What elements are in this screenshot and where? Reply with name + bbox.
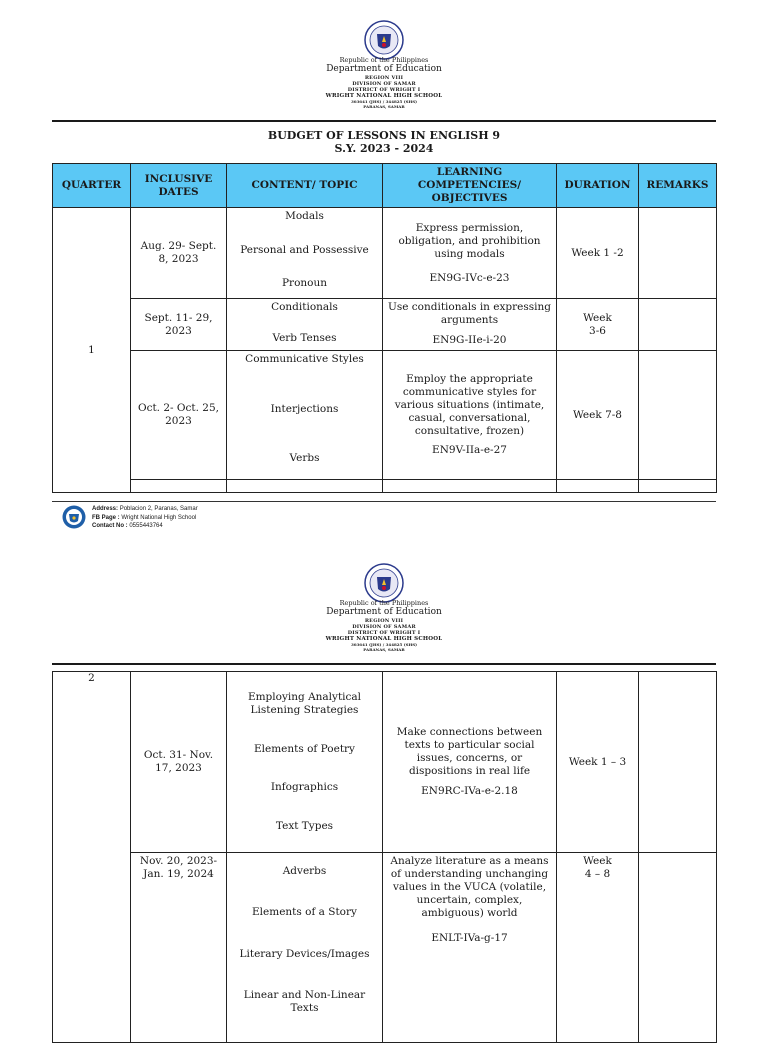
remarks-cell	[639, 299, 717, 351]
empty-cell	[639, 480, 717, 493]
topic-cell	[227, 853, 383, 1043]
quarter-cell: 2	[53, 672, 131, 1043]
lesson-budget-table-q2	[52, 671, 717, 1043]
topic-item: Elements of Poetry	[253, 742, 355, 755]
department-text: Department of Education	[326, 63, 442, 74]
header-competencies: LEARNING COMPETENCIES/ OBJECTIVES	[383, 164, 557, 208]
letterhead	[0, 600, 768, 652]
address-value: Poblacion 2, Paranas, Samar	[119, 506, 198, 512]
topic-item: Adverbs	[282, 865, 327, 877]
objective-cell	[383, 299, 557, 351]
objective-text: Express permission, obligation, and prohibition using modals	[398, 221, 541, 260]
contact-label: Contact No :	[92, 523, 128, 529]
table-row	[53, 208, 717, 299]
header-quarter: QUARTER	[53, 164, 131, 208]
table-row-empty	[53, 480, 717, 493]
topic-item: Literary Devices/Images	[239, 947, 370, 960]
topic-item: Verb Tenses	[272, 332, 337, 344]
topic-item: Employing Analytical Listening Strategies	[247, 691, 362, 716]
topic-item: Pronoun	[281, 277, 327, 289]
deped-seal-icon	[364, 20, 404, 60]
objective-cell	[383, 208, 557, 299]
topic-item: Personal and Possessive	[240, 243, 369, 256]
school-year: S.Y. 2023 - 2024	[334, 142, 434, 155]
lesson-budget-table-q1	[52, 163, 717, 493]
competency-code: EN9RC-IVa-e-2.18	[421, 785, 518, 797]
dates-cell: Sept. 11- 29, 2023	[131, 299, 227, 351]
division-text: DIVISION OF SAMAR	[352, 623, 416, 630]
duration-text: Week 3-6	[583, 311, 612, 337]
topic-item: Communicative Styles	[245, 353, 364, 365]
topic-item: Modals	[285, 210, 324, 222]
school-name: WRIGHT NATIONAL HIGH SCHOOL	[325, 635, 443, 642]
table-row	[53, 672, 717, 853]
objective-text: Make connections between texts to particular social issues, concerns, or dispositions in real life	[396, 726, 543, 777]
footer-contact	[92, 505, 198, 531]
objective-cell	[383, 853, 557, 1043]
competency-code: EN9V-IIa-e-27	[432, 444, 507, 456]
region-text: REGION VIII	[364, 74, 404, 81]
objective-text: Employ the appropriate communicative styles for various situations (intimate, casual, conversational, consultative, frozen)	[394, 373, 545, 437]
duration-cell: Week 7-8	[557, 351, 639, 480]
fb-value[interactable]: Wright National High School	[121, 514, 197, 521]
competency-code: EN9G-IIe-i-20	[432, 334, 507, 346]
school-ids: 303641 (JHS) / 344825 (SHS)	[350, 99, 418, 104]
division-text: DIVISION OF SAMAR	[352, 80, 416, 87]
duration-cell: Week 1 – 3	[557, 672, 639, 853]
dates-cell: Aug. 29- Sept. 8, 2023	[131, 208, 227, 299]
topic-item: Conditionals	[271, 301, 338, 313]
dates-cell: Nov. 20, 2023- Jan. 19, 2024	[131, 853, 227, 1043]
topic-cell	[227, 299, 383, 351]
empty-cell	[227, 480, 383, 493]
town-text: PARANAS, SAMAR	[363, 104, 405, 109]
objective-cell	[383, 672, 557, 853]
topic-cell	[227, 672, 383, 853]
header-duration: DURATION	[557, 164, 639, 208]
header-rule	[52, 120, 716, 122]
duration-cell: Week 1 -2	[557, 208, 639, 299]
duration-text: Week	[583, 855, 612, 867]
topic-item: Interjections	[270, 402, 339, 415]
header-dates: INCLUSIVE DATES	[131, 164, 227, 208]
remarks-cell	[639, 853, 717, 1043]
school-name: WRIGHT NATIONAL HIGH SCHOOL	[325, 92, 443, 99]
duration-cell	[557, 853, 639, 1043]
footer-rule	[52, 501, 716, 502]
remarks-cell	[639, 208, 717, 299]
district-text: DISTRICT OF WRIGHT I	[347, 629, 421, 636]
empty-cell	[383, 480, 557, 493]
objective-text: Use conditionals in expressing arguments	[387, 301, 551, 326]
header-topic: CONTENT/ TOPIC	[227, 164, 383, 208]
region-text: REGION VIII	[364, 617, 404, 624]
objective-cell	[383, 351, 557, 480]
competency-code: EN9G-IVc-e-23	[429, 271, 510, 284]
competency-code: ENLT-IVa-g-17	[431, 932, 508, 944]
table-row	[53, 853, 717, 1043]
dates-cell: Oct. 31- Nov. 17, 2023	[131, 672, 227, 853]
letterhead	[0, 57, 768, 109]
district-text: DISTRICT OF WRIGHT I	[347, 86, 421, 93]
topic-cell	[227, 351, 383, 480]
deped-seal-icon	[364, 563, 404, 603]
republic-text: Republic of the Philippines	[339, 56, 429, 64]
remarks-cell	[639, 672, 717, 853]
duration-cell	[557, 299, 639, 351]
department-text: Department of Education	[326, 606, 442, 617]
address-label: Address:	[92, 506, 119, 512]
republic-text: Republic of the Philippines	[339, 599, 429, 607]
town-text: PARANAS, SAMAR	[363, 647, 405, 652]
topic-item: Infographics	[270, 781, 339, 794]
empty-cell	[557, 480, 639, 493]
quarter-cell: 1	[53, 208, 131, 493]
remarks-cell	[639, 351, 717, 480]
topic-item: Verbs	[289, 452, 320, 464]
header-rule	[52, 663, 716, 665]
deped-footer-logo-icon	[62, 505, 86, 529]
topic-cell	[227, 208, 383, 299]
contact-value: 0555443764	[129, 523, 163, 529]
dates-cell: Oct. 2- Oct. 25, 2023	[131, 351, 227, 480]
duration-text: 4 – 8	[584, 868, 611, 880]
table-row	[53, 299, 717, 351]
header-remarks: REMARKS	[639, 164, 717, 208]
document-title: BUDGET OF LESSONS IN ENGLISH 9	[267, 129, 501, 142]
table-row	[53, 351, 717, 480]
fb-label: FB Page :	[92, 514, 120, 521]
topic-item: Elements of a Story	[252, 906, 357, 919]
topic-item: Text Types	[275, 819, 334, 832]
topic-item: Linear and Non-Linear Texts	[243, 988, 366, 1014]
objective-text: Analyze literature as a means of understanding unchanging values in the VUCA (volatile, uncertain, complex, ambiguous) world	[390, 855, 549, 919]
school-ids: 303641 (JHS) / 344825 (SHS)	[350, 642, 418, 647]
empty-cell	[131, 480, 227, 493]
